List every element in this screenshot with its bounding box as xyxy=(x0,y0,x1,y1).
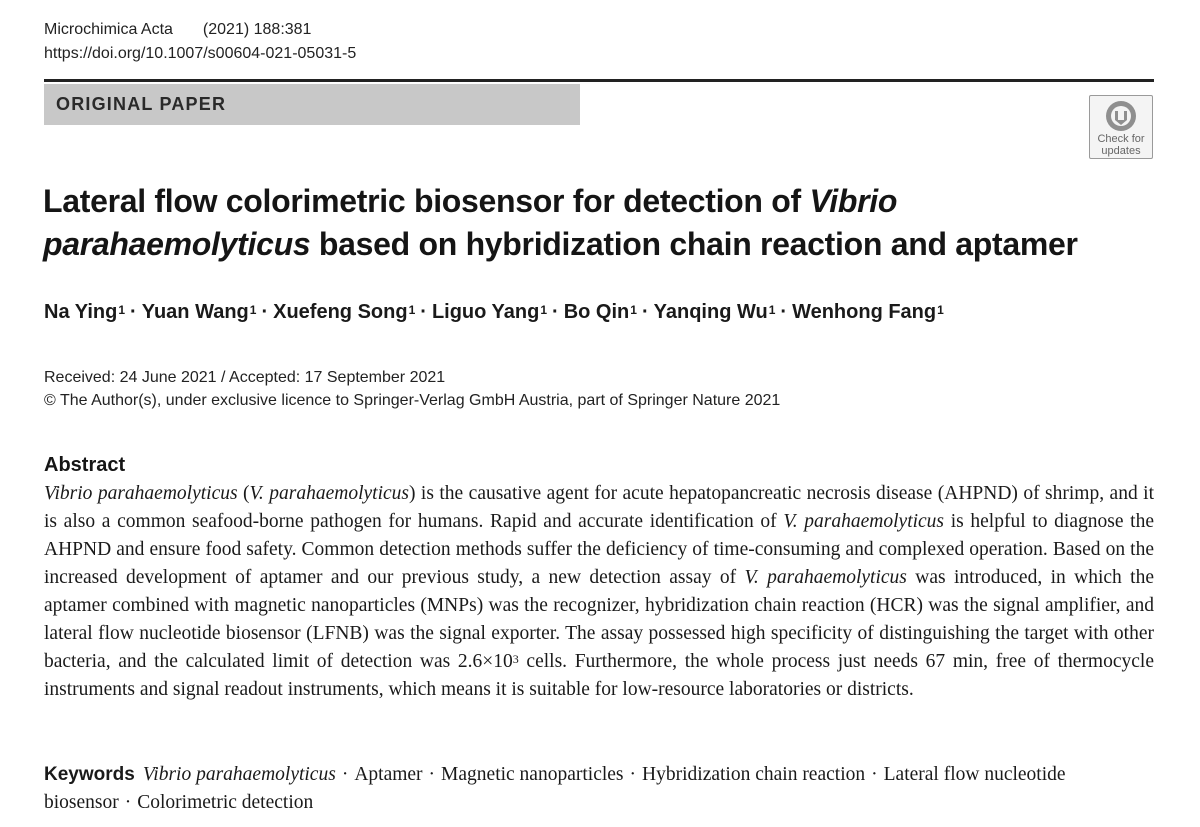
author[interactable]: Wenhong Fang$^1$ xyxy=(792,301,944,323)
author-separator: · xyxy=(641,301,649,323)
check-badge-line1: Check for xyxy=(1097,133,1145,145)
article-type-banner xyxy=(44,84,580,125)
crossmark-icon xyxy=(1104,99,1138,133)
keyword-separator: · xyxy=(341,764,349,785)
title-text-2: based on hybridization chain reaction and aptamer xyxy=(310,226,1078,262)
keyword[interactable]: Aptamer xyxy=(354,764,423,785)
author-separator: · xyxy=(261,301,269,323)
author-separator: · xyxy=(420,301,427,323)
journal-citation xyxy=(44,18,311,42)
title-text-1: Lateral flow colorimetric biosensor for detection of xyxy=(43,183,810,219)
keywords-section xyxy=(44,761,1154,817)
author-separator: · xyxy=(130,301,137,323)
author[interactable]: Bo Qin$^1$ xyxy=(563,301,637,323)
keywords-label: Keywords xyxy=(44,764,135,785)
journal-year-volume: (2021) 188:381 xyxy=(202,21,312,38)
journal-name: Microchimica Acta xyxy=(44,21,173,38)
received-accepted-dates: Received: 24 June 2021 / Accepted: 17 September 2021 xyxy=(44,369,446,386)
article-type-label: ORIGINAL PAPER xyxy=(56,94,227,114)
paper-title xyxy=(43,180,1153,266)
author[interactable]: Na Ying$^1$ xyxy=(44,301,126,323)
keyword[interactable]: Colorimetric detection xyxy=(137,792,314,813)
keyword-separator: · xyxy=(428,764,436,785)
author[interactable]: Yanqing Wu$^1$ xyxy=(653,301,776,323)
author-separator: · xyxy=(780,301,788,323)
author-list xyxy=(44,298,944,326)
keyword-separator: · xyxy=(629,764,637,785)
abstract-heading: Abstract xyxy=(44,454,126,476)
author[interactable]: Xuefeng Song$^1$ xyxy=(273,301,416,323)
keyword-separator: · xyxy=(124,792,132,813)
title-italic-1: Vibrio xyxy=(809,183,898,219)
author[interactable]: Yuan Wang$^1$ xyxy=(141,301,257,323)
keyword[interactable]: Hybridization chain reaction xyxy=(642,764,866,785)
copyright-notice: © The Author(s), under exclusive licence to Springer-Verlag GmbH Austria, part of Springer Nature 2021 xyxy=(44,392,781,409)
author-separator: · xyxy=(552,301,559,323)
keyword[interactable]: Lateral flow nucleotide biosensor xyxy=(44,764,1066,813)
check-for-updates-badge[interactable] xyxy=(1089,95,1153,159)
keyword[interactable]: Magnetic nanoparticles xyxy=(441,764,624,785)
check-badge-line2: updates xyxy=(1101,145,1141,157)
article-dates xyxy=(44,366,780,412)
abstract-text: Vibrio parahaemolyticus (V. parahaemolyticus) is the causative agent for acute hepatopancreatic necrosis disease (AHPND) of shrimp, and it is also a common seafood-borne pathogen for humans. Rapid and accurate identification of V. parahaemolyticus is helpful to diagnose the AHPND and ensure food safety. Common detection methods suffer the deficiency of time-consuming and complexed operation. Based on the increased development of aptamer and our previous study, a new detection assay of V. parahaemolyticus was introduced, in which the aptamer combined with magnetic nanoparticles (MNPs) was the recognizer, hybridization chain reaction (HCR) was the signal amplifier, and lateral flow nucleotide biosensor (LFNB) was the signal exporter. The assay possessed high specificity of distinguishing the target with other bacteria, and the calculated limit of detection was $2.6\times 10^3$ cells. Furthermore, the whole process just needs 67 min, free of thermocycle instruments and signal readout instruments, which means it is suitable for low-resource laboratories or districts. xyxy=(44,483,1154,700)
author[interactable]: Liguo Yang$^1$ xyxy=(431,301,548,323)
header-rule xyxy=(44,79,1154,82)
keyword[interactable]: Vibrio parahaemolyticus xyxy=(142,764,336,785)
doi-link[interactable]: https://doi.org/10.1007/s00604-021-05031-5 xyxy=(44,45,357,62)
title-italic-2: parahaemolyticus xyxy=(43,226,311,262)
keyword-separator: · xyxy=(871,764,878,785)
